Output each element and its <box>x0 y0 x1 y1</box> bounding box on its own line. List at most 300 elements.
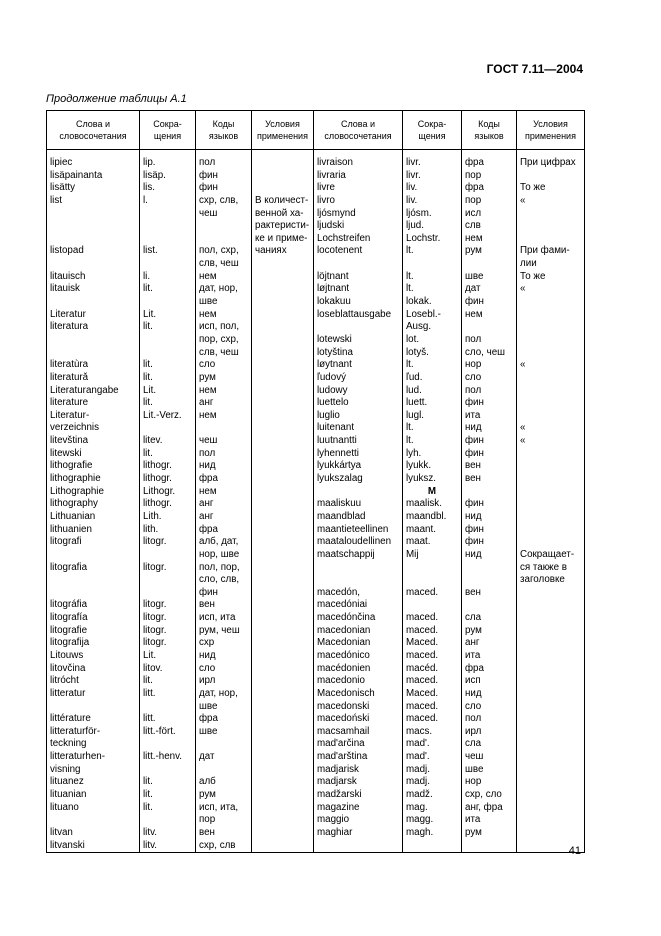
cell-line <box>50 587 136 600</box>
cell-line <box>520 385 581 398</box>
cell-line: lt. <box>406 435 414 447</box>
col-header-abbr-left: Сокра-щения <box>140 111 196 150</box>
cell-line: нид <box>465 548 482 560</box>
cell-line: lituanez <box>50 776 84 788</box>
cell-line: lotyš. <box>406 346 429 358</box>
cell-line: схр, сло <box>465 789 502 801</box>
cell-line: слв, чеш <box>199 258 239 270</box>
cell-line: Lithogr. <box>143 485 176 497</box>
cell-line: maandbl. <box>406 510 447 522</box>
cell-line: mad'arština <box>317 751 368 763</box>
cell-line <box>465 258 513 271</box>
cell-line: анг <box>199 397 214 409</box>
cell-line: maataloudellinen <box>317 536 392 548</box>
cell-line: macedón, <box>317 586 361 598</box>
cell-line <box>317 562 399 575</box>
cell-line: фра <box>199 473 218 485</box>
cell-line: mad'arčina <box>317 738 365 750</box>
cell-line: lokakuu <box>317 296 351 308</box>
cell-line: maced. <box>406 700 439 712</box>
cell-line: фин <box>199 586 218 598</box>
cell-line: ита <box>465 409 481 421</box>
cell-line: шве <box>199 700 218 712</box>
cell-line: пор <box>465 194 482 206</box>
cell-line: Lit. <box>143 649 157 661</box>
cell-line <box>317 321 399 334</box>
cell-line: lit. <box>143 397 153 409</box>
cell-line <box>143 208 192 221</box>
cell-line: ке и приме- <box>255 232 308 244</box>
cell-line: пор <box>465 169 482 181</box>
cell-line: luett. <box>406 397 428 409</box>
table-caption: Продолжение таблицы А.1 <box>46 93 187 105</box>
cell-line <box>255 157 310 170</box>
cell-line: пол <box>199 157 216 168</box>
cell-line: lip. <box>143 157 156 168</box>
cell-line: сло <box>465 371 482 383</box>
cell-line <box>143 220 192 233</box>
cell-line: исп, пол, <box>199 321 240 333</box>
cell-line <box>406 574 458 587</box>
cell-line: сла <box>465 612 482 624</box>
cell-line: luitenant <box>317 422 355 434</box>
cell-line: lithogr. <box>143 498 172 510</box>
cell-line: слв, чеш <box>199 346 239 358</box>
cell-line: « <box>520 422 526 434</box>
cell-line: анг, фра <box>465 801 503 813</box>
cell-line: mad'. <box>406 738 430 750</box>
cell-line: madjarisk <box>317 763 359 775</box>
cell-line: нем <box>199 485 217 497</box>
cell-line: пол, схр, <box>199 245 239 257</box>
cell-line: исл <box>465 207 482 219</box>
cell-line: рум <box>199 789 216 801</box>
cell-line: заголовке <box>520 574 565 586</box>
cell-line: lot. <box>406 333 420 345</box>
cell-line: lithuanien <box>50 523 92 535</box>
cell-line <box>520 524 581 537</box>
cell-line: Lith. <box>143 510 162 522</box>
cell-line: дат <box>465 283 481 295</box>
cell-line: алб <box>199 776 216 788</box>
cell-line: maced. <box>406 612 439 624</box>
cell-line: рум, чеш <box>199 624 240 636</box>
cell-line: litografie <box>50 624 88 636</box>
cell-line: lt. <box>406 359 414 371</box>
cell-line <box>520 536 581 549</box>
cell-line: схр, слв <box>199 839 236 851</box>
cell-line: ljósm. <box>406 207 432 219</box>
cell-line <box>520 309 581 322</box>
cell-line: Lit. <box>143 384 157 396</box>
cell-line <box>465 321 513 334</box>
cell-line <box>143 587 192 600</box>
cell-line: пол <box>465 713 482 725</box>
cell-line: maced. <box>406 713 439 725</box>
cell-line: verzeichnis <box>50 422 100 434</box>
cell-line <box>520 170 581 183</box>
cell-line: locotenent <box>317 245 363 257</box>
cell-line: lithographie <box>50 473 101 485</box>
cell-line: Literatur- <box>50 409 90 421</box>
cell-line: litografía <box>50 612 88 624</box>
cell-line: ирл <box>199 675 216 687</box>
cell-line <box>255 170 310 183</box>
cell-line: нор <box>465 776 482 788</box>
cell-line: macéd. <box>406 662 439 674</box>
cell-line: фин <box>465 447 484 459</box>
cell-line: livr. <box>406 157 421 168</box>
cell-line: фин <box>199 182 218 194</box>
cell-line <box>143 574 192 587</box>
cell-line: Litouws <box>50 649 84 661</box>
cell-line: сло, слв, <box>199 574 240 586</box>
cell-line: macedonian <box>317 624 371 636</box>
cell-line: анг <box>465 637 480 649</box>
cell-line: нем <box>199 384 217 396</box>
cell-line: maced. <box>406 624 439 636</box>
cell-line: нем <box>199 409 217 421</box>
cell-line <box>255 182 310 195</box>
cell-line <box>520 372 581 385</box>
left-abbr-col <box>140 150 196 853</box>
cell-line: ljud. <box>406 220 424 232</box>
cell-line <box>143 258 192 271</box>
cell-line <box>520 321 581 334</box>
cell-line: пол <box>465 384 482 396</box>
cell-line <box>50 233 136 246</box>
cell-line: litografi <box>50 536 82 548</box>
cell-line <box>50 814 136 827</box>
cell-line: lit. <box>143 321 153 333</box>
cell-line: li. <box>143 270 151 282</box>
cell-line: пол <box>465 333 482 345</box>
cell-line: maghiar <box>317 826 353 838</box>
cell-line: löjtnant <box>317 270 349 282</box>
cell-line: ирл <box>465 725 482 737</box>
cell-line: macedónico <box>317 649 370 661</box>
col-header-abbr-right: Сокра-щения <box>403 111 462 150</box>
cell-line: шве <box>465 763 484 775</box>
cell-line: lokak. <box>406 296 432 308</box>
cell-line: livr. <box>406 169 421 181</box>
cell-line: Ausg. <box>406 321 432 333</box>
cell-line: рум <box>465 245 482 257</box>
cell-line: шве <box>199 725 218 737</box>
cell-line: macedoński <box>317 713 370 725</box>
cell-line <box>317 258 399 271</box>
cell-line: teckning <box>50 738 87 750</box>
cell-line: livraria <box>317 169 346 181</box>
cell-line <box>520 347 581 360</box>
cell-line <box>50 347 136 360</box>
cell-line: Macedonisch <box>317 687 375 699</box>
cell-line: maant. <box>406 523 436 535</box>
cell-line: вен <box>199 599 215 611</box>
cell-line: Maced. <box>406 687 439 699</box>
right-abbr-col <box>403 150 462 853</box>
cell-line <box>50 220 136 233</box>
cell-line <box>465 574 513 587</box>
cell-line: lit. <box>143 447 153 459</box>
cell-line <box>199 738 248 751</box>
cell-line: litv. <box>143 826 157 838</box>
cell-line: lithografie <box>50 460 93 472</box>
cell-line: litografia <box>50 561 88 573</box>
cell-line: maced. <box>406 586 439 598</box>
cell-line: пор <box>199 814 216 826</box>
cell-line: lotewski <box>317 333 352 345</box>
cell-line: macedónčina <box>317 612 376 624</box>
cell-line: пол <box>199 447 216 459</box>
cell-line: дат, нор, <box>199 283 238 295</box>
cell-line: схр, слв, <box>199 194 239 206</box>
cell-line: maatschappij <box>317 548 375 560</box>
cell-line <box>50 701 136 714</box>
cell-line: magg. <box>406 814 434 826</box>
cell-line: ľudový <box>317 371 346 383</box>
cell-line: Losebl.- <box>406 308 441 320</box>
cell-line: literatùra <box>50 359 89 371</box>
cell-line: litteratur <box>50 687 86 699</box>
cell-line: maalisk. <box>406 498 442 510</box>
cell-line: ľud. <box>406 371 423 383</box>
cell-line: litogr. <box>143 561 167 573</box>
cell-line: madj. <box>406 763 430 775</box>
cell-line <box>406 599 458 612</box>
cell-line: madž. <box>406 789 433 801</box>
cell-line: litauisk <box>50 283 80 295</box>
col-header-words-left: Слова и словосочетания <box>47 111 140 150</box>
cell-line: чеш <box>465 751 484 763</box>
cell-line: lithography <box>50 498 98 510</box>
cell-line: дат <box>199 751 215 763</box>
cell-line: lipiec <box>50 157 73 168</box>
cell-line: То же <box>520 182 546 194</box>
cell-line: litteraturför- <box>50 725 101 737</box>
cell-line: literaturǎ <box>50 371 89 383</box>
cell-line: фин <box>465 435 484 447</box>
cell-line <box>520 233 581 246</box>
cell-line: Сокращает- <box>520 548 575 560</box>
cell-line: loseblattausgabe <box>317 308 392 320</box>
cell-line: lithogr. <box>143 473 172 485</box>
cell-line: фра <box>199 713 218 725</box>
cell-line: Lithographie <box>50 485 104 497</box>
cell-line: венной ха- <box>255 207 304 219</box>
cell-line: lis. <box>143 182 155 194</box>
col-header-conditions-left: Условия применения <box>252 111 314 150</box>
cell-line: чаниях <box>255 245 287 257</box>
cell-line: шве <box>465 270 484 282</box>
cell-line: Lochstreifen <box>317 232 371 244</box>
cell-line: literature <box>50 397 89 409</box>
cell-line <box>317 574 399 587</box>
cell-line: нид <box>199 460 216 472</box>
standard-header: ГОСТ 7.11—2004 <box>486 62 583 76</box>
cell-line: сла <box>465 738 482 750</box>
col-header-codes-right: Коды языков <box>462 111 517 150</box>
table-body-row <box>47 150 585 853</box>
cell-line: фра <box>465 182 484 194</box>
cell-line: macedóniai <box>317 599 368 611</box>
cell-line: litvanski <box>50 839 85 851</box>
cell-line: ся также в <box>520 561 567 573</box>
cell-line: lugl. <box>406 409 424 421</box>
cell-line: фин <box>199 169 218 181</box>
cell-line: litográfia <box>50 599 88 611</box>
cell-line: lt. <box>406 422 414 434</box>
cell-line <box>520 511 581 524</box>
cell-line: Literatur <box>50 308 86 320</box>
right-words-col <box>314 150 403 853</box>
cell-line: сло <box>199 359 216 371</box>
cell-line: maggio <box>317 814 350 826</box>
cell-line: lituano <box>50 801 79 813</box>
cell-line: litewski <box>50 447 82 459</box>
cell-line: фин <box>465 523 484 535</box>
cell-line <box>143 549 192 562</box>
cell-line: literatura <box>50 321 89 333</box>
cell-line: « <box>520 194 526 206</box>
cell-line: lt. <box>406 270 414 282</box>
cell-line: lt. <box>406 245 414 257</box>
cell-line: фин <box>465 536 484 548</box>
cell-line: lituanian <box>50 789 87 801</box>
cell-line: lyuksz. <box>406 473 436 485</box>
cell-line: шве <box>199 296 218 308</box>
cell-line: При цифрах <box>520 157 576 168</box>
cell-line: фин <box>465 296 484 308</box>
cell-line: lisätty <box>50 182 76 194</box>
cell-line: lit. <box>143 359 153 371</box>
cell-line: ита <box>465 814 481 826</box>
cell-line: « <box>520 283 526 295</box>
cell-line: litogr. <box>143 599 167 611</box>
cell-line: livre <box>317 182 335 194</box>
cell-line <box>143 422 192 435</box>
cell-line: maced. <box>406 649 439 661</box>
cell-line: lit. <box>143 789 153 801</box>
cell-line: нор <box>465 359 482 371</box>
cell-line <box>520 334 581 347</box>
cell-line: lith. <box>143 523 159 535</box>
cell-line: lud. <box>406 384 422 396</box>
cell-line: liv. <box>406 182 418 194</box>
col-header-words-right: Слова и словосочетания <box>314 111 403 150</box>
cell-line: litogr. <box>143 624 167 636</box>
cell-line <box>465 562 513 575</box>
cell-line: нем <box>199 308 217 320</box>
cell-line: livro <box>317 194 335 206</box>
cell-line: « <box>520 435 526 447</box>
cell-line: пор, схр, <box>199 333 239 345</box>
cell-line: лии <box>520 258 537 270</box>
cell-line: слв <box>465 220 481 232</box>
cell-line: maandblad <box>317 510 366 522</box>
cell-line: ljósmynd <box>317 207 356 219</box>
cell-line: В количест- <box>255 194 309 206</box>
cell-line: дат, нор, <box>199 687 238 699</box>
cell-line: lyh. <box>406 447 422 459</box>
cell-line <box>50 296 136 309</box>
cell-line: Mij <box>406 548 419 560</box>
cell-line: вен <box>465 460 481 472</box>
cell-line <box>50 208 136 221</box>
cell-line: luglio <box>317 409 340 421</box>
cell-line <box>143 764 192 777</box>
cell-line: « <box>520 359 526 371</box>
cell-line <box>520 410 581 423</box>
cell-line: macedonski <box>317 700 370 712</box>
cell-line: litvan <box>50 826 73 838</box>
cell-line <box>520 208 581 221</box>
cell-line: рактеристи- <box>255 220 310 232</box>
cell-line: lyukszalag <box>317 473 363 485</box>
cell-line: listopad <box>50 245 84 257</box>
cell-line: рум <box>465 826 482 838</box>
cell-line: Lithuanian <box>50 510 96 522</box>
cell-line: lyukkártya <box>317 460 362 472</box>
cell-line: lisäp. <box>143 169 166 181</box>
cell-line: litovčina <box>50 662 86 674</box>
cell-line <box>520 296 581 309</box>
cell-line: macsamhail <box>317 725 370 737</box>
cell-line: liv. <box>406 194 418 206</box>
cell-line <box>143 738 192 751</box>
cell-line <box>143 296 192 309</box>
cell-line: Maced. <box>406 637 439 649</box>
cell-line: maced. <box>406 675 439 687</box>
cell-line: litt.-fört. <box>143 725 176 737</box>
left-words-col <box>47 150 140 853</box>
cell-line: litt.-henv. <box>143 751 183 763</box>
cell-line: lotyština <box>317 346 353 358</box>
cell-line: litteraturhen- <box>50 751 105 763</box>
cell-line: ита <box>465 649 481 661</box>
cell-line: ljudski <box>317 220 345 232</box>
cell-line: litogr. <box>143 612 167 624</box>
cell-line: litt. <box>143 713 156 725</box>
cell-line: исп, ита, <box>199 801 239 813</box>
cell-line: litogr. <box>143 637 167 649</box>
cell-line: luutnantti <box>317 435 357 447</box>
cell-line <box>520 220 581 233</box>
cell-line: litogr. <box>143 536 167 548</box>
cell-line <box>143 701 192 714</box>
cell-line: magazine <box>317 801 360 813</box>
cell-line: litografija <box>50 637 90 649</box>
col-header-codes-left: Коды языков <box>196 111 252 150</box>
cell-line: list <box>50 194 62 206</box>
cell-line: magh. <box>406 826 434 838</box>
cell-line: løytnant <box>317 359 352 371</box>
cell-line: mag. <box>406 801 428 813</box>
cell-line: чеш <box>199 207 218 219</box>
cell-line <box>406 258 458 271</box>
cell-line: lithogr. <box>143 460 172 472</box>
cell-line <box>143 814 192 827</box>
cell-line: нем <box>465 308 483 320</box>
abbreviations-table <box>46 110 585 853</box>
cell-line: macedonio <box>317 675 365 687</box>
cell-line: сло, чеш <box>465 346 506 358</box>
cell-line: нид <box>465 422 482 434</box>
cell-line <box>199 764 248 777</box>
cell-line: maat. <box>406 536 431 548</box>
cell-line: litevština <box>50 435 89 447</box>
cell-line: ludowy <box>317 384 348 396</box>
